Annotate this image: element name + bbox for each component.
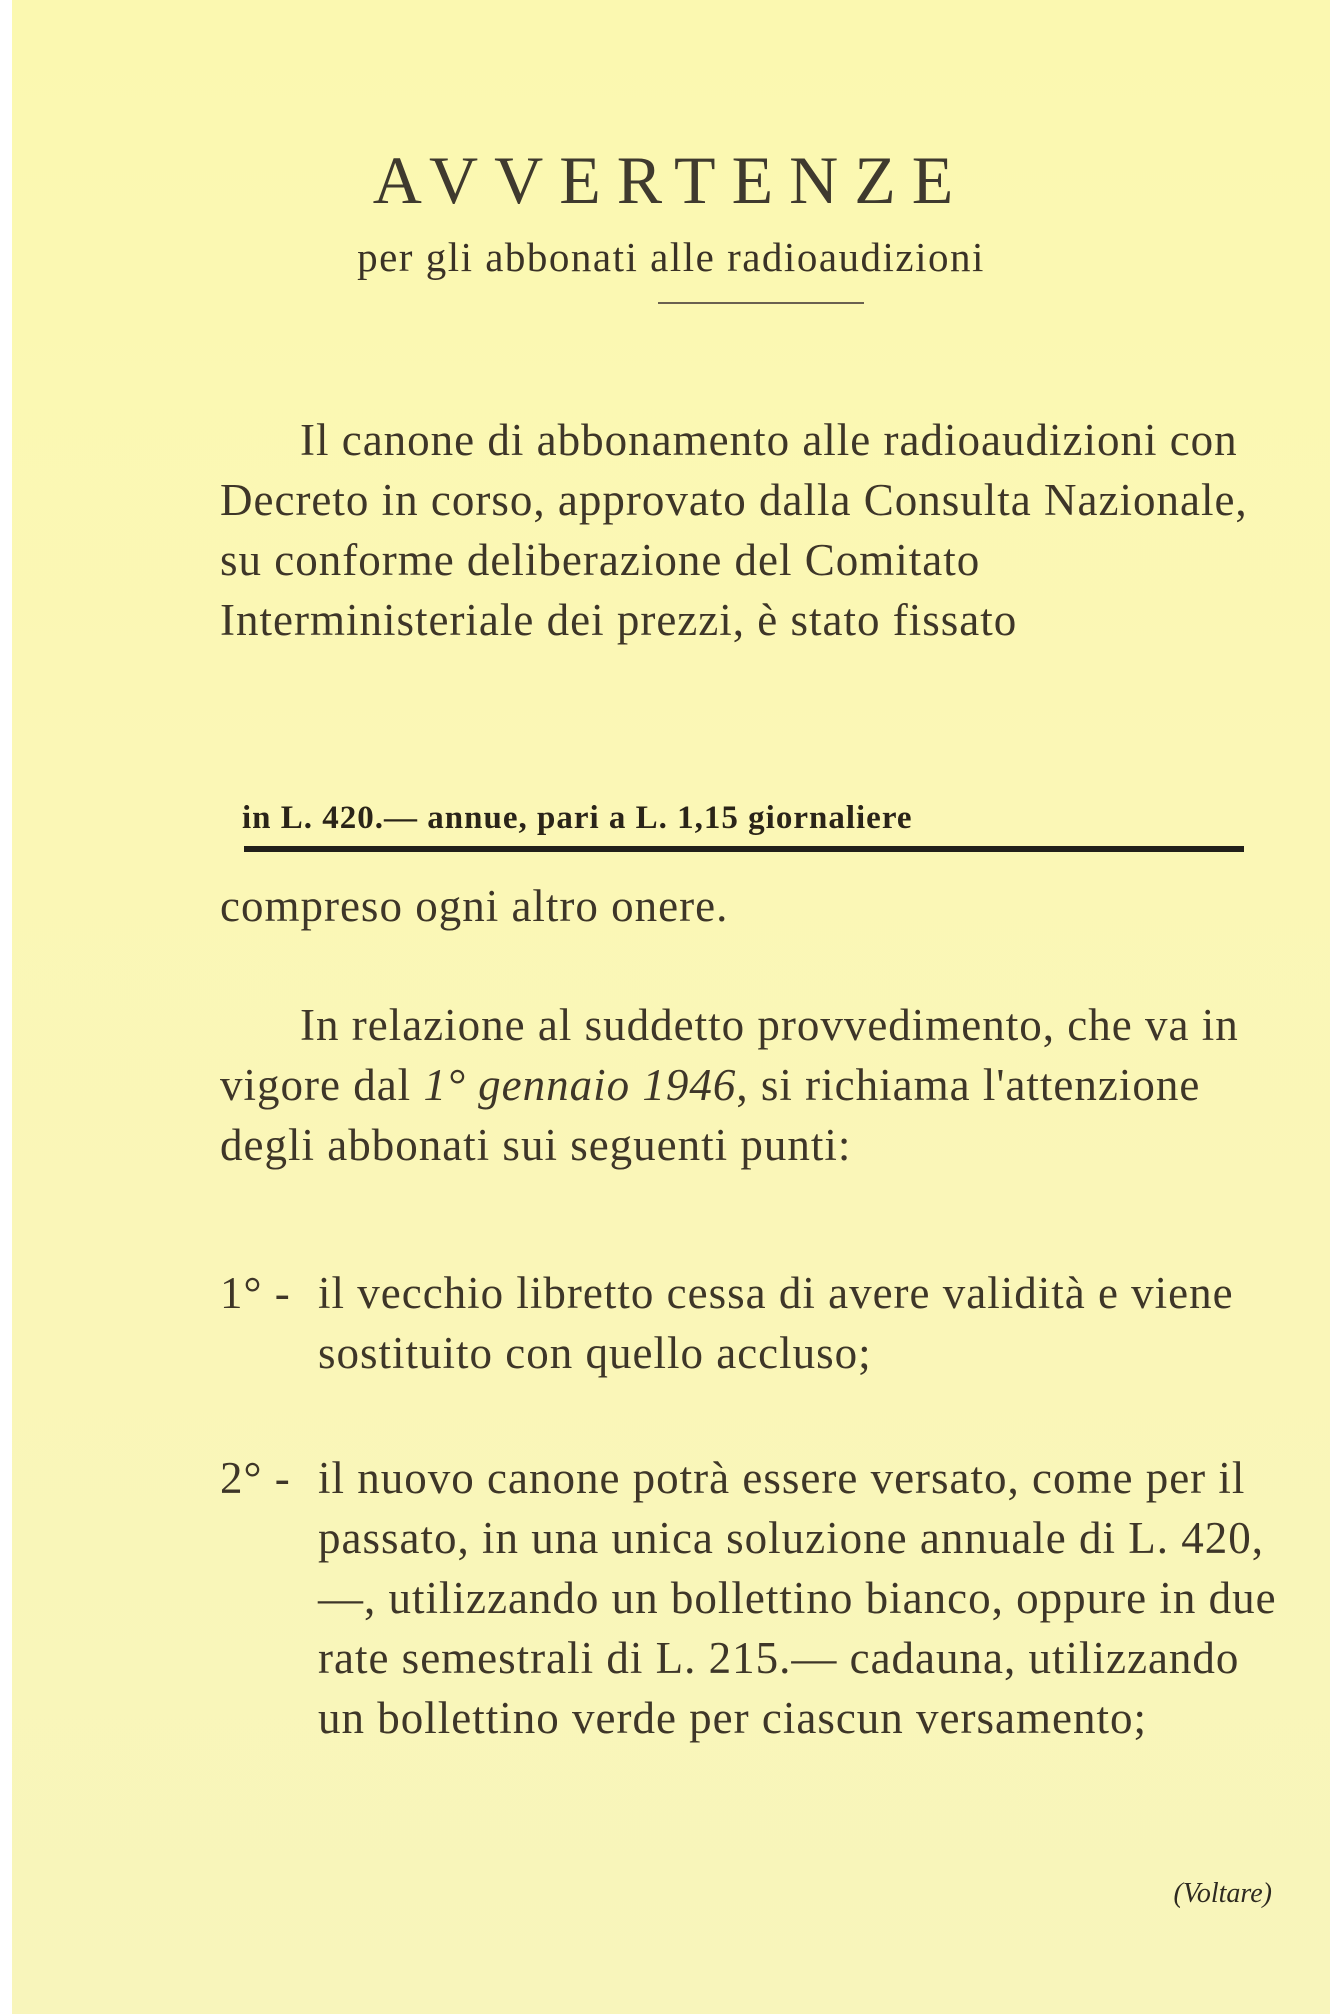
- paragraph-relazione: [220, 995, 1280, 1175]
- title-divider: [658, 302, 864, 304]
- list-item: [220, 1263, 1290, 1393]
- turn-page-note: (Voltare): [1173, 1878, 1272, 1909]
- paragraph-canone: [220, 410, 1280, 650]
- document-page: [12, 0, 1330, 2014]
- document-subtitle: per gli abbonati alle radioaudizioni: [357, 234, 985, 280]
- effective-date: 1° gennaio 1946: [423, 1060, 737, 1110]
- rate-underline: [244, 846, 1244, 852]
- list-item: [220, 1448, 1290, 1818]
- paragraph-onere: compreso ogni altro onere.: [220, 881, 729, 931]
- rate-line: in L. 420.— annue, pari a L. 1,15 giornaliere: [242, 800, 913, 836]
- paragraph-relazione-start: In relazione al suddetto provvedimento, che va in vigore dal: [220, 1000, 1239, 1110]
- list-item-number: 1° -: [220, 1268, 291, 1318]
- list-item-number: 2° -: [220, 1453, 291, 1503]
- list-item-text: il nuovo canone potrà essere versato, come per il passato, in una unica soluzione annuale di L. 420,—, utilizzando un bollettino bianco, oppure in due rate semestrali di L. 215.— cadauna, utilizzando un bollettino verde per ciascun versamento;: [318, 1453, 1277, 1743]
- paragraph-relazione-end: , si richiama l'attenzione degli abbonati sui seguenti punti:: [220, 1060, 1201, 1170]
- list-item-text: il vecchio libretto cessa di avere validità e viene sostituito con quello accluso;: [318, 1268, 1234, 1378]
- paragraph-canone-text: Il canone di abbonamento alle radioaudizioni con Decreto in corso, approvato dalla Consulta Nazionale, su conforme deliberazione del Comitato Interministeriale dei prezzi, è stato fissato: [220, 415, 1248, 645]
- document-title: AVVERTENZE: [372, 142, 970, 218]
